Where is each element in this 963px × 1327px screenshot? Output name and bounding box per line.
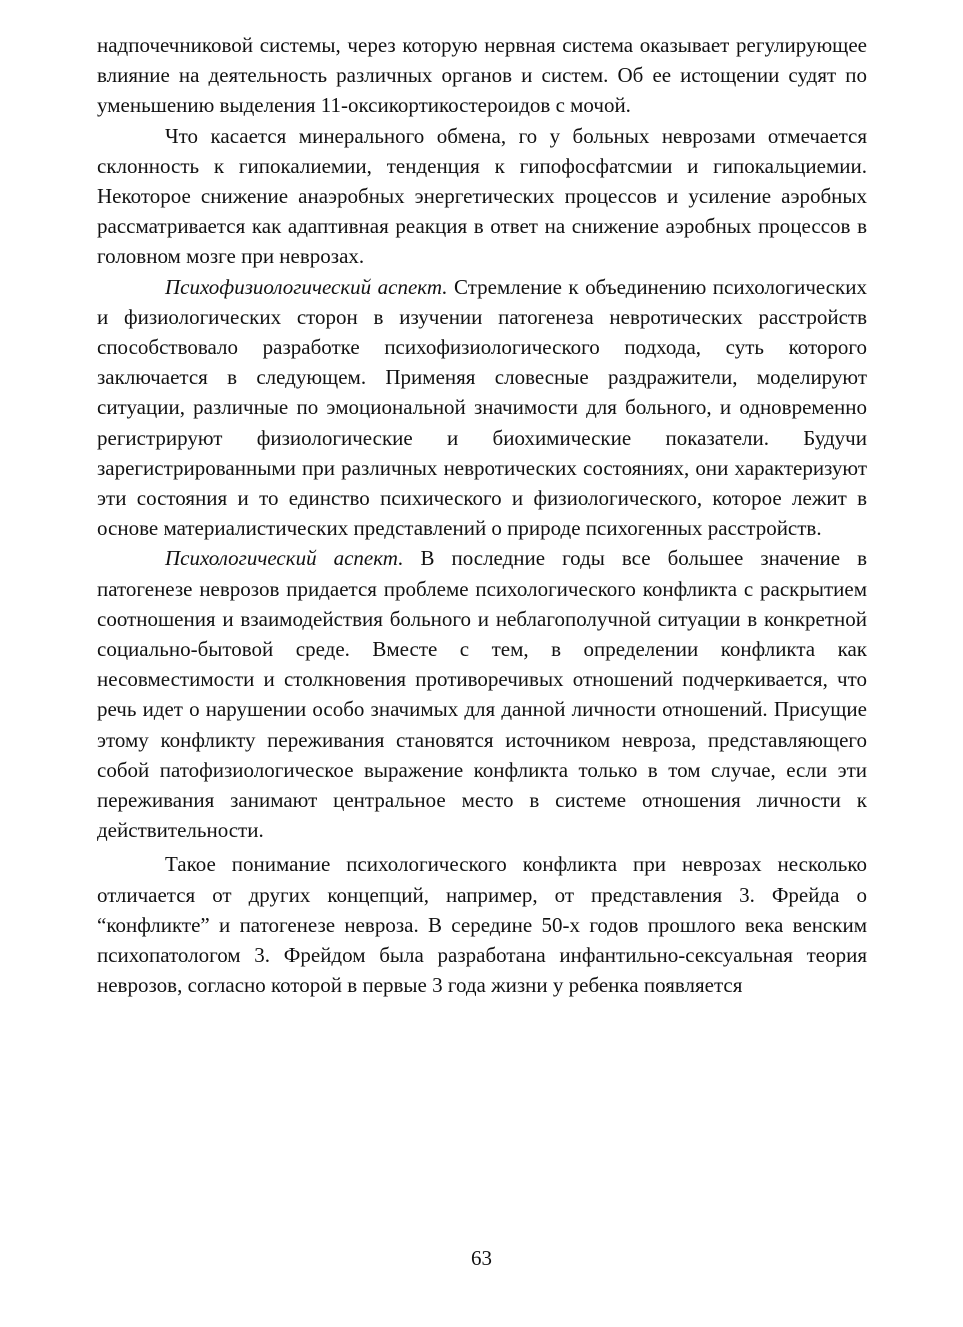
paragraph-text: Стремление к объединению психологических и физиологических сторон в изучении патогенеза невротических расстройств способствовало разработке психофизиологического подхода, суть которого заключается в следующем. Применяя словесные раздражители, моделируют ситуации, различные по эмоциональной значимости для больного, и одновременно регистрируют физиологические и биохимические показатели. Будучи зарегистрированными при различных невротических состояниях, они характеризуют эти состояния и то единство психического и физиологического, которое лежит в основе материалистических представлений о природе психогенных расстройств. xyxy=(97,274,867,541)
paragraph-psychophysiological-aspect xyxy=(97,272,867,544)
paragraph-text: Что касается минерального обмена, го у больных неврозами отмечается склонность к гипокалиемии, тенденция к гипофосфатсмии и гипокальциемии. Некоторое снижение анаэробных энергетических процессов и усиление аэробных рассматривается как адаптивная реакция в ответ на снижение аэробных процессов в головном мозге при неврозах. xyxy=(97,123,867,269)
section-heading: Психофизиологический аспект. xyxy=(165,274,448,299)
page-number: 63 xyxy=(471,1246,492,1270)
paragraph-adrenal-system xyxy=(97,30,867,121)
paragraph-freud-conflict xyxy=(97,849,867,1000)
paragraph-text: надпочечниковой системы, через которую нервная система оказывает регулирующее влияние на деятельность различных органов и систем. Об ее истощении судят по уменьшению выделения 11-оксикортикостероидов с мочой. xyxy=(97,33,867,118)
paragraph-text: Такое понимание психологического конфликта при неврозах несколько отличается от других концепций, например, от представления 3. Фрейда о “конфликте” и патогенезе невроза. В середине 50-х годов прошлого века венским психопатологом 3. Фрейдом была разработана инфантильно-сексуальная теория неврозов, согласно которой в первые 3 года жизни у ребенка появляется xyxy=(97,852,867,998)
paragraph-mineral-metabolism xyxy=(97,121,867,272)
paragraph-psychological-aspect xyxy=(97,543,867,845)
section-heading: Психологический аспект. xyxy=(165,546,404,571)
paragraph-text: В последние годы все большее значение в патогенезе неврозов придается проблеме психологического конфликта с раскрытием соотношения и взаимодействия больного и неблагополучной ситуации в конкретной социально-бытовой среде. Вместе с тем, в определении конфликта как несовместимости и столкновения противоречивых отношений подчеркивается, что речь идет о нарушении особо значимых для данной личности отношений. Присущие этому конфликту переживания становятся источником невроза, представляющего собой патофизиологическое выражение конфликта только в том случае, если эти переживания занимают центральное место в системе отношения личности к действительности. xyxy=(97,546,867,843)
page-body xyxy=(97,30,867,1001)
